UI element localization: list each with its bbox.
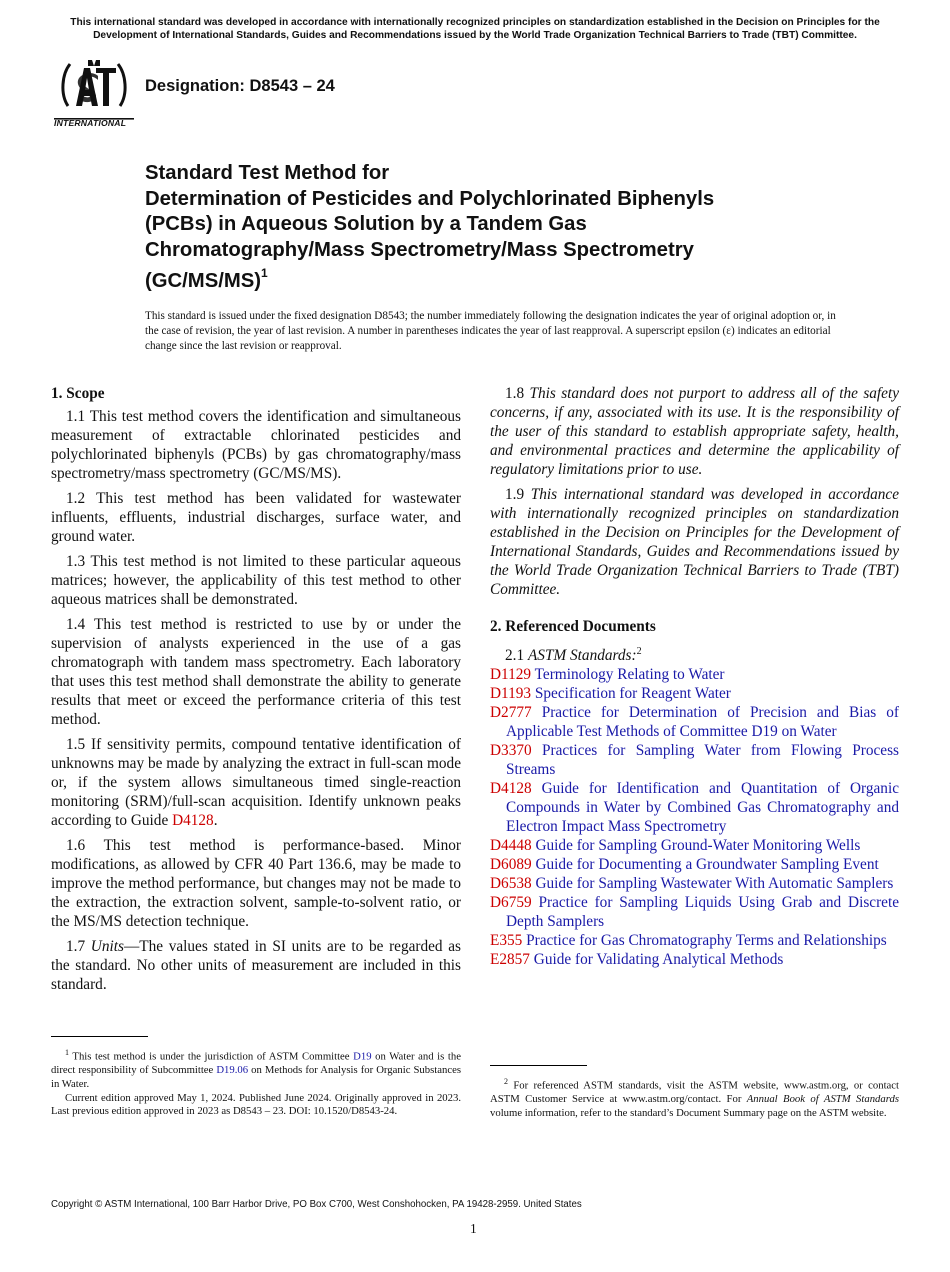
ref-code: D1193 (490, 685, 532, 703)
ref-title: Specification for Reagent Water (534, 685, 731, 703)
footnote-rule-left (51, 1036, 148, 1037)
referenced-heading: 2. Referenced Documents (490, 618, 656, 635)
title-line-1: Standard Test Method for (145, 162, 390, 184)
para-1-6: 1.6 This test method is performance-based. Minor modifications, as allowed by CFR 40 Part 136.6, may be made to improve the method performance, but changes may not be made to the extraction, the extraction solvent, sample-to-solvent ratio, or the MS/MS detection technique. (51, 837, 461, 930)
ref-link-d4128[interactable]: D4128 (172, 812, 214, 829)
footnote-1-edition: Current edition approved May 1, 2024. Published June 2024. Originally approved in 2023. Last previous edition approved in 2023 as D8543 – 23. DOI: 10.1520/D8543-24. (51, 1091, 461, 1118)
logo-caption: INTERNATIONAL (54, 118, 127, 128)
scope-heading: 1. Scope (51, 385, 105, 402)
reference-item[interactable] (476, 779, 899, 836)
ref-code: D4128 (490, 780, 532, 798)
footnote-2-text: $^2$ For referenced ASTM standards, visit the ASTM website, www.astm.org, or contact ASTM Customer Service at www.astm.org/contact. For Annual Book of ASTM Standards volume information, refer to the standard’s Document Summary page on the ASTM website. (490, 1077, 899, 1119)
ref-code: D6538 (490, 875, 532, 893)
ref-code: D6759 (490, 894, 532, 912)
reference-item[interactable] (476, 836, 899, 855)
ref-code: E355 (490, 932, 523, 950)
document-title (145, 161, 845, 294)
ref-title: Guide for Identification and Quantitation of Organic Compounds in Water by Combined Gas Chromatography and Electron Impact Mass Spectrometry (506, 780, 899, 836)
top-notice: This international standard was developed in accordance with internationally recognized principles on standardization established in the Decision on Principles for the Development of International Standards, Guides and Recommendations issued by the World Trade Organization Technical Barriers to Trade (TBT) Committee. (70, 17, 880, 41)
ref-title: Guide for Documenting a Groundwater Sampling Event (535, 856, 879, 874)
ref-title: Practice for Determination of Precision and Bias of Applicable Test Methods of Committee D19 on Water (506, 704, 899, 741)
committee-d19-link[interactable]: D19 (353, 1050, 372, 1063)
reference-item[interactable] (476, 893, 899, 931)
para-1-3: 1.3 This test method is not limited to these particular aqueous matrices; however, the applicability of this test method to other aqueous matrices shall be demonstrated. (51, 553, 461, 608)
right-column (490, 384, 899, 969)
ref-code: D3370 (490, 742, 532, 760)
footnote-1-text: $^1$ This test method is under the jurisdiction of ASTM Committee D19 on Water and is the direct responsibility of Subcommittee D19.06 on Methods for Analysis for Organic Substances in Water. (51, 1048, 461, 1090)
reference-item[interactable] (476, 665, 899, 684)
issued-note: This standard is issued under the fixed designation D8543; the number immediately following the designation indicates the year of original adoption or, in the case of revision, the year of last revision. A number in parentheses indicates the year of last reapproval. A superscript epsilon (ε) indicates an editorial change since the last revision or reapproval. (145, 310, 836, 353)
page-number: 1 (470, 1221, 477, 1236)
title-line-4: Chromatography/Mass Spectrometry/Mass Spectrometry (145, 238, 694, 261)
ref-title: Guide for Sampling Wastewater With Automatic Samplers (535, 875, 894, 893)
footnote-2 (490, 1075, 899, 1121)
ref-title: Terminology Relating to Water (534, 666, 725, 684)
footnote-rule-right (490, 1065, 587, 1066)
ref-title: Practice for Gas Chromatography Terms and Relationships (526, 932, 887, 950)
para-1-9: 1.9 This international standard was developed in accordance with internationally recognized principles on standardization established in the Decision on Principles for the Development of International Standards, Guides and Recommendations issued by the World Trade Organization Technical Barriers to Trade (TBT) Committee. (490, 486, 899, 598)
para-1-8: 1.8 This standard does not purport to address all of the safety concerns, if any, associated with its use. It is the responsibility of the user of this standard to establish appropriate safety, health, and environmental practices and determine the applicability of regulatory limitations prior to use. (490, 385, 900, 478)
para-1-1: 1.1 This test method covers the identification and simultaneous measurement of extractable chlorinated pesticides and polychlorinated biphenyls (PCBs) by gas chromatography/mass spectrometry/mass spectrometry (GC/MS/MS). (51, 408, 461, 482)
ref-code: E2857 (490, 951, 530, 969)
ref-title: Practices for Sampling Water from Flowing Process Streams (506, 742, 900, 779)
ref-title: Guide for Sampling Ground-Water Monitoring Wells (535, 837, 861, 855)
ref-title: Guide for Validating Analytical Methods (533, 951, 784, 969)
para-1-4: 1.4 This test method is restricted to use by or under the supervision of analysts experienced in the use of a gas chromatograph with tandem mass spectrometry. Each laboratory that uses this test method shall demonstrate the ability to generate results that meet or exceed the performance criteria of this test method. (51, 616, 461, 728)
ref-code: D1129 (490, 666, 532, 684)
reference-item[interactable] (476, 684, 899, 703)
title-line-2: Determination of Pesticides and Polychlorinated Biphenyls (145, 187, 715, 210)
para-1-2: 1.2 This test method has been validated for wastewater influents, effluents, industrial discharges, surface water, and ground water. (51, 490, 461, 545)
title-line-3: (PCBs) in Aqueous Solution by a Tandem Gas (145, 213, 587, 235)
para-1-5: 1.5 If sensitivity permits, compound tentative identification of unknowns may be made by analyzing the extract in full-scan mode or, if the system allows simultaneous timed single-reaction monitoring (SRM)/full-scan acquisition. Identify unknown peaks according to Guide D4128. (51, 736, 461, 829)
reference-item[interactable] (476, 950, 899, 969)
reference-item[interactable] (476, 931, 899, 950)
left-column (51, 384, 461, 1000)
designation: Designation: D8543 – 24 (145, 77, 335, 95)
para-1-7: 1.7 Units—The values stated in SI units are to be regarded as the standard. No other units of measurement are included in this standard. (51, 938, 461, 993)
title-footnote-mark[interactable]: 1 (261, 266, 268, 280)
copyright: Copyright © ASTM International, 100 Barr Harbor Drive, PO Box C700, West Conshohocken, PA 19428-2959. United States (51, 1199, 582, 1210)
ref-code: D6089 (490, 856, 532, 874)
ref-title: Practice for Sampling Liquids Using Grab and Discrete Depth Samplers (506, 894, 899, 931)
footnote-1 (51, 1046, 461, 1119)
title-line-5: $(GC/MS/MS)^1$ (145, 266, 268, 292)
subcommittee-d1906-link[interactable]: D19.06 (216, 1064, 249, 1077)
reference-list (490, 665, 899, 969)
ref-code: D2777 (490, 704, 532, 722)
astm-standards-subheading: 2.1 ASTM Standards:$^2$ (505, 646, 642, 665)
reference-item[interactable] (476, 874, 899, 893)
ref-code: D4448 (490, 837, 532, 855)
reference-item[interactable] (476, 855, 899, 874)
astm-logo (52, 54, 136, 132)
reference-item[interactable] (476, 741, 899, 779)
reference-item[interactable] (476, 703, 899, 741)
